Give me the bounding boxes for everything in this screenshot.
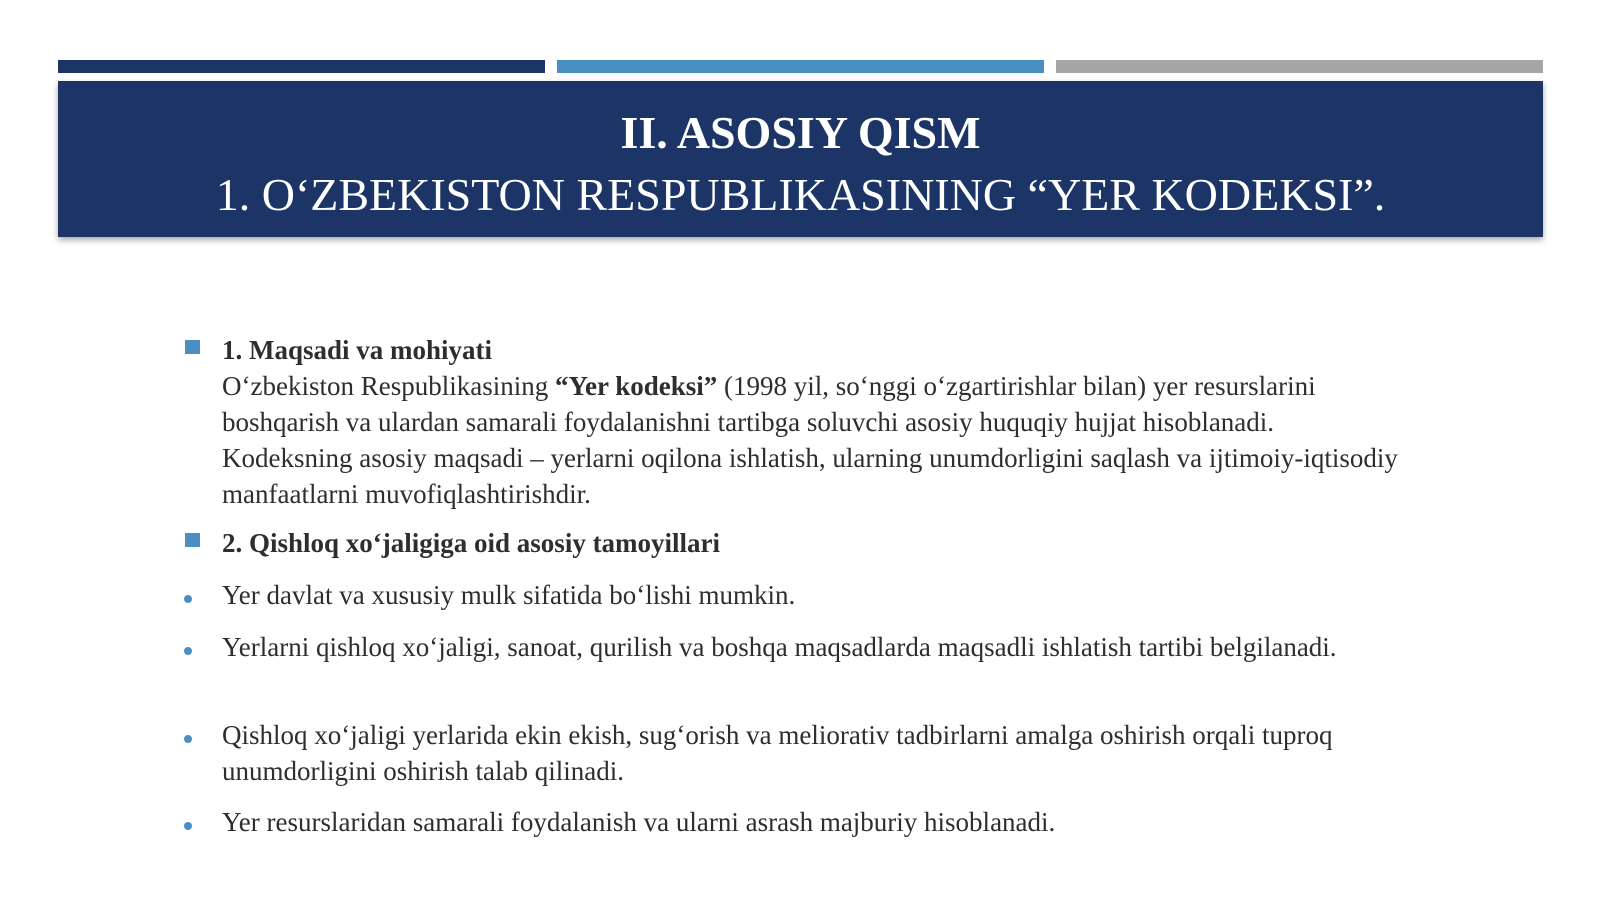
section-heading: 2. Qishloq xo‘jaligiga oid asosiy tamoyillari bbox=[222, 528, 721, 558]
dot-bullet-icon bbox=[184, 822, 192, 830]
square-bullet-icon bbox=[185, 533, 200, 547]
list-item: Yerlarni qishloq xo‘jaligi, sanoat, qurilish va boshqa maqsadlarda maqsadli ishlatish tartibi belgilanadi. bbox=[222, 632, 1337, 662]
section-paragraph bbox=[222, 368, 1402, 512]
paragraph-text: O‘zbekiston Respublikasining bbox=[222, 371, 555, 401]
section-purpose bbox=[222, 332, 1402, 512]
list-item: Yer davlat va xususiy mulk sifatida bo‘lishi mumkin. bbox=[222, 580, 796, 610]
dot-bullet-icon bbox=[184, 735, 192, 743]
paragraph-bold-term: “Yer kodeksi” bbox=[554, 371, 718, 401]
paragraph-text: (1998 yil, so‘nggi o‘zgartirishlar bilan) yer resurslarini boshqarish va ulardan samarali foydalanishni tartibga soluvchi asosiy huquqiy hujjat hisoblanadi. Kodeksning asosiy maqsadi – yerlarni oqilona ishlatish, ularning unumdorligini saqlash va ijtimoiy-iqtisodiy manfaatlarni muvofiqlashtirishdir. bbox=[222, 371, 1398, 509]
slide-title: II. ASOSIY QISM bbox=[620, 107, 981, 158]
section-heading: 1. Maqsadi va mohiyati bbox=[222, 335, 493, 365]
slide-subtitle: 1. O‘ZBEKISTON RESPUBLIKASINING “YER KODEKSI”. bbox=[215, 169, 1386, 220]
square-bullet-icon bbox=[185, 340, 200, 354]
list-item: Yer resurslaridan samarali foydalanish va ularni asrash majburiy hisoblanadi. bbox=[222, 807, 1056, 837]
dot-bullet-icon bbox=[184, 595, 192, 603]
dot-bullet-icon bbox=[184, 647, 192, 655]
list-item: Qishloq xo‘jaligi yerlarida ekin ekish, sug‘orish va meliorativ tadbirlarni amalga oshirish orqali tuproq unumdorligini oshirish talab qilinadi. bbox=[222, 720, 1333, 786]
